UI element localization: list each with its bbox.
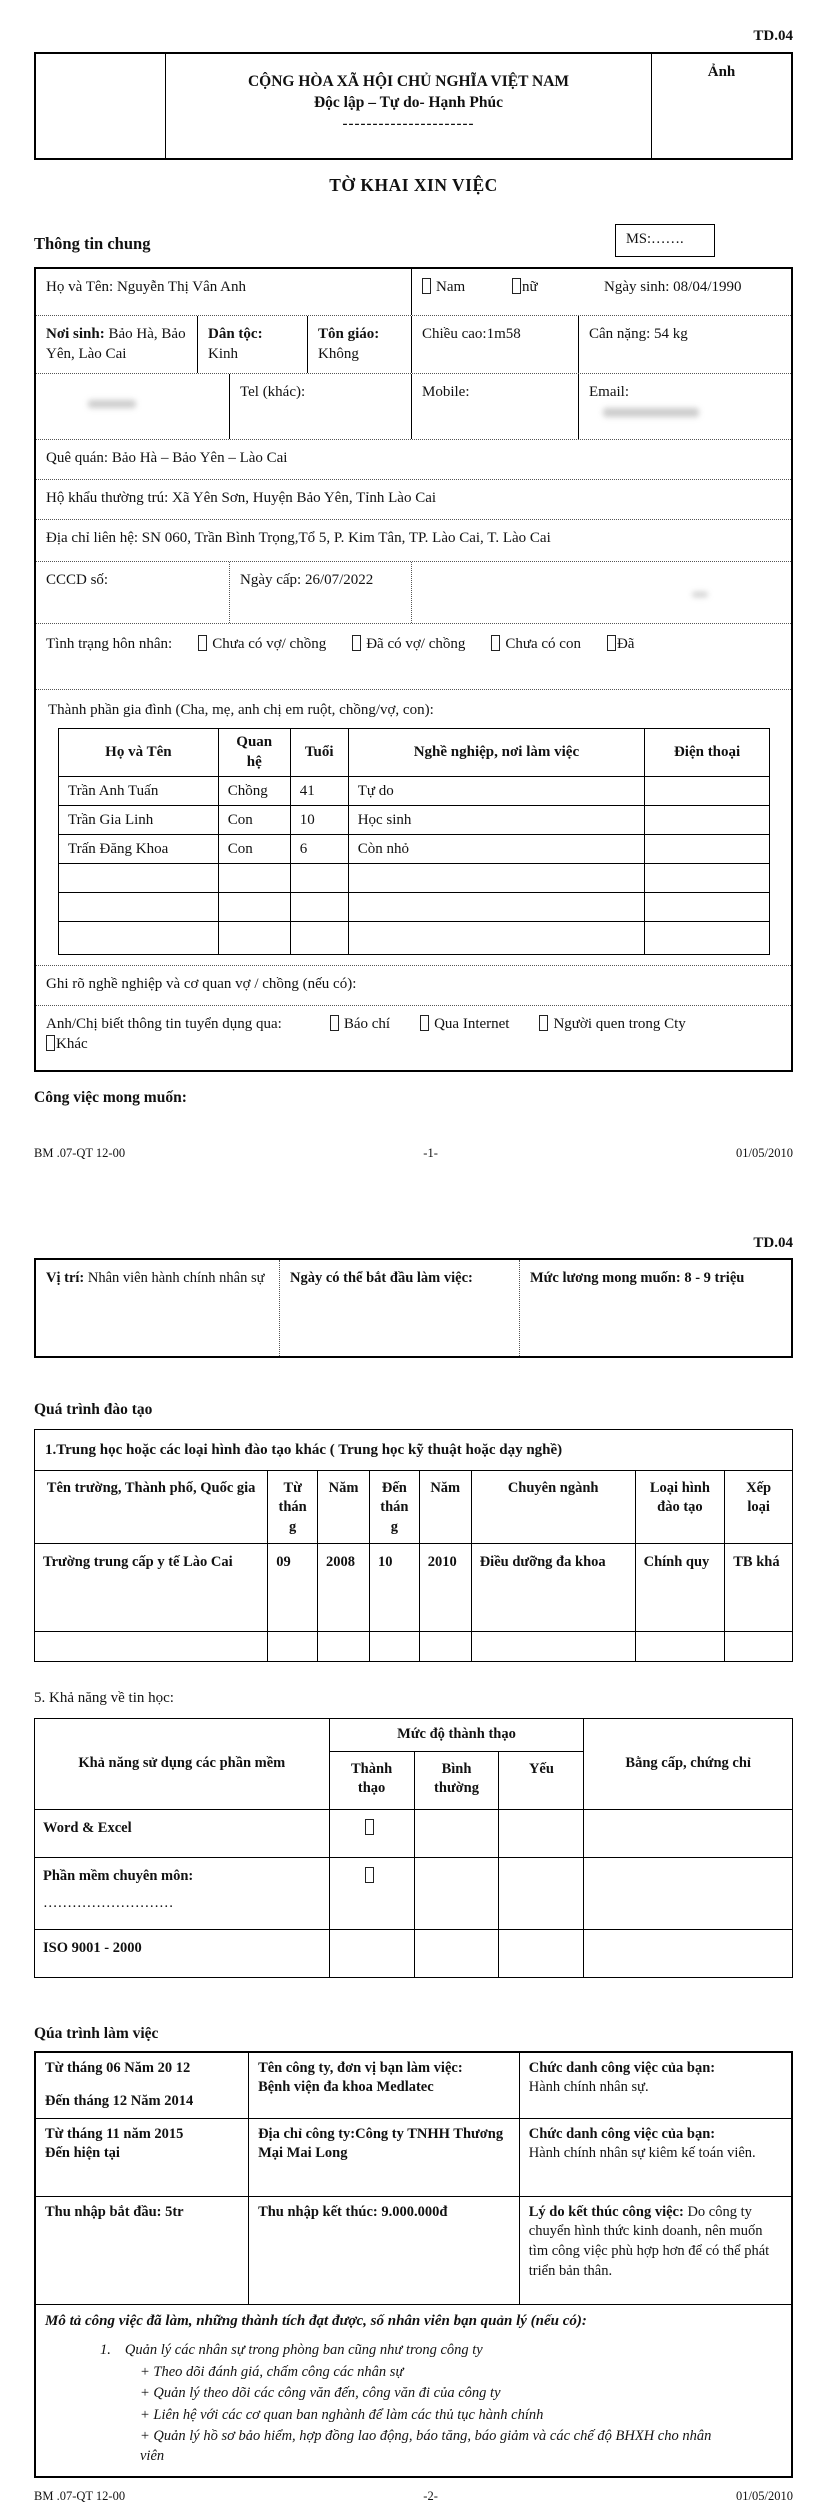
edu-to-month: 10: [369, 1543, 419, 1631]
description-list: [45, 2341, 782, 2466]
male-checkbox-icon[interactable]: [422, 278, 431, 294]
source-option-internet-label: Qua Internet: [434, 1015, 510, 1032]
family-member-name: Trần Gia Linh: [59, 805, 219, 834]
religion-label: Tôn giáo:: [318, 325, 380, 342]
birthplace-label: Nơi sinh:: [46, 325, 105, 342]
newspaper-checkbox-icon[interactable]: [330, 1015, 339, 1031]
family-row: [59, 834, 770, 863]
skill-level-cell: [414, 1809, 499, 1857]
photo-box: [651, 54, 791, 158]
family-member-age: 10: [290, 805, 348, 834]
field-birthplace: [36, 316, 197, 373]
doc-code: TD.04: [753, 28, 793, 44]
marital-option-single: [198, 634, 326, 654]
footer-date: 01/05/2010: [736, 1145, 793, 1160]
education-title-row: [35, 1429, 793, 1470]
skill-cert-cell: [584, 1809, 793, 1857]
field-issue-date: Ngày cấp: 26/07/2022: [229, 562, 411, 623]
row-marital-status: [36, 623, 791, 689]
skill-level-cell: [414, 1929, 499, 1977]
family-member-name: Trần Anh Tuấn: [59, 776, 219, 805]
item-number: 1.: [100, 2342, 111, 2359]
edu-grade: TB khá: [725, 1543, 793, 1631]
ethnic-value: Kinh: [208, 346, 238, 363]
work-description-row: [35, 2304, 792, 2477]
source-option-newspaper: [330, 1014, 390, 1034]
motto-line-2: Độc lập – Tự do- Hạnh Phúc: [313, 94, 504, 112]
field-mobile: Mobile:: [411, 374, 578, 439]
skill-software: ISO 9001 - 2000: [35, 1929, 330, 1977]
gender-female-option: [512, 277, 604, 307]
form-title: TỜ KHAI XIN VIỆC: [329, 175, 498, 196]
family-member-relation: Con: [218, 834, 290, 863]
proficient-checkbox-icon[interactable]: [365, 1819, 374, 1835]
description-item: + Liên hệ với các cơ quan ban nghành để làm các thủ tục hành chính: [140, 2406, 544, 2423]
skills-header-software: Khả năng sử dụng các phần mềm: [35, 1718, 330, 1809]
page-1-footer: [34, 1145, 793, 1162]
redacted-mark: [692, 592, 708, 597]
ms-code-box: MS:…….: [615, 224, 715, 257]
marital-option-no-child: [491, 634, 581, 654]
field-cccd: CCCD số:: [46, 571, 109, 588]
row-name-gender-dob: [36, 269, 791, 315]
source-option-internet: [420, 1014, 509, 1034]
education-title: 1.Trung học hoặc các loại hình đào tạo khác ( Trung học kỹ thuật hoặc dạy nghề): [35, 1429, 793, 1470]
work-row-2: [35, 2118, 792, 2196]
doc-code: TD.04: [753, 1235, 793, 1252]
national-header-table: [34, 52, 793, 160]
field-issue-place: [411, 562, 791, 623]
skill-cert-cell: [584, 1929, 793, 1977]
family-member-age: 41: [290, 776, 348, 805]
company-label: Tên công ty, đơn vị bạn làm việc:: [258, 2059, 463, 2076]
leave-reason: [519, 2196, 792, 2304]
edu-header-to-year: Năm: [419, 1470, 471, 1543]
income-end: Thu nhập kết thúc: 9.000.000đ: [249, 2196, 520, 2304]
male-label: Nam: [436, 278, 466, 295]
skills-header-row-1: [35, 1718, 793, 1751]
skills-row: [35, 1929, 793, 1977]
national-motto: [166, 54, 651, 158]
footer-date: 01/05/2010: [736, 2489, 793, 2504]
field-homeland: Quê quán: Bảo Hà – Bảo Yên – Lào Cai: [46, 449, 288, 466]
section-heading-work-history: Qúa trình làm việc: [34, 2024, 159, 2042]
skill-level-cell: [414, 1857, 499, 1929]
field-ethnic: [197, 316, 307, 373]
no-child-checkbox-icon[interactable]: [491, 635, 500, 651]
skills-header-level: Mức độ thành thạo: [329, 1718, 584, 1751]
edu-header-from-month: Từ tháng: [268, 1470, 318, 1543]
skills-row: [35, 1809, 793, 1857]
work-row-1: [35, 2052, 792, 2119]
footer-page-number: -1-: [423, 1145, 438, 1160]
family-member-age: 6: [290, 834, 348, 863]
edu-school: Trường trung cấp y tế Lào Cai: [35, 1543, 268, 1631]
marital-label: Tình trạng hôn nhân:: [46, 635, 173, 652]
internet-checkbox-icon[interactable]: [420, 1015, 429, 1031]
row-homeland: [36, 439, 791, 479]
item-text: Quản lý các nhân sự trong phòng ban cũng như trong công ty: [124, 2342, 483, 2359]
section-heading-it-skills: 5. Khả năng về tin học:: [34, 1689, 174, 1706]
field-email: [578, 374, 791, 439]
skills-level-proficient: Thành thạo: [329, 1751, 414, 1809]
description-item: [100, 2341, 782, 2361]
source-option-newspaper-label: Báo chí: [343, 1015, 391, 1032]
work-row-income: [35, 2196, 792, 2304]
skills-level-weak: Yếu: [499, 1751, 584, 1809]
field-full-name: Họ và Tên: Nguyễn Thị Vân Anh: [46, 278, 246, 295]
row-id-card: [36, 561, 791, 623]
field-expected-salary: Mức lương mong muốn: 8 - 9 triệu: [519, 1260, 791, 1356]
skill-cert-cell: [584, 1857, 793, 1929]
work-from: Từ tháng 11 năm 2015: [45, 2125, 184, 2142]
field-start-date: Ngày có thể bắt đầu làm việc:: [279, 1260, 519, 1356]
field-dob: Ngày sinh: 08/04/1990: [604, 278, 742, 295]
work-from: Từ tháng 06 Năm 20 12: [45, 2059, 191, 2076]
work-description: [35, 2304, 792, 2477]
skill-software-dots: ………………………: [43, 1895, 174, 1912]
skill-level-cell: [329, 1809, 414, 1857]
edu-from-year: 2008: [318, 1543, 370, 1631]
source-option-other: [46, 1034, 781, 1054]
family-member-relation: Chồng: [218, 776, 290, 805]
family-row-empty: [59, 863, 770, 892]
skill-software: Phần mềm chuyên môn: ………………………: [35, 1857, 330, 1929]
proficient-checkbox-icon[interactable]: [365, 1867, 374, 1883]
family-header-job: Nghề nghiệp, nơi làm việc: [348, 729, 644, 777]
footer-form-code: BM .07-QT 12-00: [34, 1145, 126, 1160]
title-label: Chức danh công việc của bạn:: [528, 2125, 716, 2142]
family-member-phone: [645, 805, 770, 834]
field-residence: Hộ khẩu thường trú: Xã Yên Sơn, Huyện Bảo Yên, Tỉnh Lào Cai: [46, 489, 437, 506]
family-header-row: [59, 729, 770, 777]
field-contact-address: Địa chỉ liên hệ: SN 060, Trần Bình Trọng,Tổ 5, P. Kim Tân, TP. Lào Cai, T. Lào Cai: [46, 529, 551, 546]
work-company-address: Địa chỉ công ty:Công ty TNHH Thương Mại Mai Long: [249, 2118, 520, 2196]
ethnic-label: Dân tộc:: [208, 325, 263, 342]
photo-label: Ảnh: [707, 64, 736, 81]
family-header-relation: Quan hệ: [218, 729, 290, 777]
family-header-name: Họ và Tên: [59, 729, 219, 777]
family-header-age: Tuổi: [290, 729, 348, 777]
family-section: [36, 689, 791, 965]
family-row: [59, 805, 770, 834]
motto-line-1: CỘNG HÒA XÃ HỘI CHỦ NGHĨA VIỆT NAM: [247, 73, 570, 91]
marital-option-has-child: [607, 634, 635, 654]
family-table: [58, 728, 770, 955]
it-skills-table: [34, 1718, 793, 1978]
skill-level-cell: [499, 1929, 584, 1977]
edu-header-school: Tên trường, Thành phố, Quốc gia: [35, 1470, 268, 1543]
gender-male-option: [422, 277, 512, 307]
family-member-phone: [645, 776, 770, 805]
marital-option-has-child-label: Đã: [616, 635, 635, 652]
page-2-footer: [34, 2488, 793, 2505]
work-to: Đến tháng 12 Năm 2014: [45, 2093, 194, 2110]
family-member-relation: Con: [218, 805, 290, 834]
family-row-empty: [59, 892, 770, 921]
family-row-empty: [59, 921, 770, 954]
field-tel-other: Tel (khác):: [229, 374, 411, 439]
skill-level-cell: [329, 1857, 414, 1929]
family-heading: Thành phần gia đình (Cha, mẹ, anh chị em ruột, chồng/vợ, con):: [48, 701, 434, 718]
field-tel-redacted: [36, 374, 229, 439]
skills-level-normal: Bình thường: [414, 1751, 499, 1809]
family-member-name: Trấn Đăng Khoa: [59, 834, 219, 863]
education-row: [35, 1543, 793, 1631]
single-checkbox-icon[interactable]: [198, 635, 207, 651]
position-table: [34, 1258, 793, 1358]
edu-to-year: 2010: [419, 1543, 471, 1631]
spouse-job-note: Ghi rõ nghề nghiệp và cơ quan vợ / chồng (nếu có):: [46, 975, 357, 992]
work-period: [35, 2052, 249, 2119]
section-heading-general: Thông tin chung: [34, 233, 151, 253]
family-row: [59, 776, 770, 805]
reason-value: Do công ty chuyển hình thức kinh doanh, nên muốn tìm công việc phù hợp hơn để có thể phát triển bản thân.: [528, 2203, 770, 2279]
work-period: [35, 2118, 249, 2196]
family-header-phone: Điện thoại: [645, 729, 770, 777]
work-company: [249, 2052, 520, 2119]
redacted-email: [603, 408, 699, 417]
marital-option-married-label: Đã có vợ/ chồng: [366, 635, 466, 652]
footer-form-code: BM .07-QT 12-00: [34, 2489, 126, 2504]
position-label: Vị trí:: [46, 1269, 85, 1286]
row-contacts: [36, 373, 791, 439]
education-row-empty: [35, 1631, 793, 1661]
header-empty-cell: [36, 54, 166, 158]
description-item: + Theo dõi đánh giá, chấm công các nhân sự: [140, 2363, 404, 2380]
field-weight: Cân nặng: 54 kg: [578, 316, 791, 373]
family-member-job: Tự do: [348, 776, 644, 805]
has-child-checkbox-icon[interactable]: [607, 635, 616, 651]
description-item: + Quản lý hồ sơ bảo hiểm, hợp đồng lao động, báo tăng, báo giảm và các chế độ BHXH cho nhân viên: [140, 2428, 712, 2464]
description-heading: Mô tả công việc đã làm, những thành tích đạt được, số nhân viên bạn quản lý (nếu có):: [45, 2312, 587, 2329]
work-history-table: [34, 2051, 793, 2479]
work-title: [519, 2052, 792, 2119]
marital-option-married: [352, 634, 465, 654]
work-title: [519, 2118, 792, 2196]
title-label: Chức danh công việc của bạn:: [528, 2059, 716, 2076]
row-birthplace-ethnic: [36, 315, 791, 373]
reason-label: Lý do kết thúc công việc:: [528, 2203, 684, 2220]
general-info-table: [34, 267, 793, 1072]
field-religion: [307, 316, 411, 373]
row-spouse-note: [36, 965, 791, 1005]
edu-major: Điều dưỡng đa khoa: [471, 1543, 635, 1631]
source-option-acquaintance-label: Người quen trong Cty: [553, 1015, 686, 1032]
skills-row: [35, 1857, 793, 1929]
source-option-other-label: Khác: [56, 1035, 88, 1052]
edu-header-from-year: Năm: [318, 1470, 370, 1543]
edu-header-type: Loại hình đào tạo: [635, 1470, 725, 1543]
email-label: Email:: [589, 383, 629, 400]
source-option-acquaintance: [539, 1014, 685, 1034]
redacted-phone: [88, 400, 136, 408]
edu-header-major: Chuyên ngành: [471, 1470, 635, 1543]
source-label: Anh/Chị biết thông tin tuyển dụng qua:: [46, 1015, 282, 1032]
footer-page-number: -2-: [423, 2489, 438, 2504]
row-contact-address: [36, 519, 791, 561]
edu-type: Chính quy: [635, 1543, 725, 1631]
position-value: Nhân viên hành chính nhân sự: [84, 1269, 265, 1286]
birthplace-value: Bảo Hà, Bảo Yên, Lào Cai: [46, 325, 186, 363]
income-start: Thu nhập bắt đầu: 5tr: [35, 2196, 249, 2304]
marital-option-single-label: Chưa có vợ/ chồng: [212, 635, 327, 652]
title-value: Hành chính nhân sự kiêm kế toán viên.: [528, 2145, 756, 2162]
female-checkbox-icon[interactable]: [512, 278, 521, 294]
title-value: Hành chính nhân sự.: [528, 2079, 649, 2096]
edu-header-to-month: Đến tháng: [369, 1470, 419, 1543]
company-value: Bệnh viện đa khoa Medlatec: [258, 2079, 434, 2096]
field-height: Chiều cao:1m58: [411, 316, 578, 373]
family-member-phone: [645, 834, 770, 863]
education-header-row: [35, 1470, 793, 1543]
skill-level-cell: [499, 1809, 584, 1857]
row-residence: [36, 479, 791, 519]
work-to: Đến hiện tại: [45, 2145, 120, 2162]
family-member-job: Còn nhỏ: [348, 834, 644, 863]
family-member-job: Học sinh: [348, 805, 644, 834]
document-page-2: [34, 1233, 793, 2505]
other-checkbox-icon[interactable]: [46, 1035, 55, 1051]
row-recruitment-source: [36, 1005, 791, 1070]
section-heading-training: Quá trình đào tạo: [34, 1400, 153, 1418]
edu-header-grade: Xếp loại: [725, 1470, 793, 1543]
skill-software: Word & Excel: [35, 1809, 330, 1857]
religion-value: Không: [318, 346, 359, 363]
married-checkbox-icon[interactable]: [352, 635, 361, 651]
marital-option-no-child-label: Chưa có con: [505, 635, 581, 652]
field-position: [36, 1260, 279, 1356]
female-label: nữ: [522, 278, 538, 295]
skill-level-cell: [499, 1857, 584, 1929]
education-table: [34, 1429, 793, 1662]
skill-level-cell: [329, 1929, 414, 1977]
edu-from-month: 09: [268, 1543, 318, 1631]
acquaintance-checkbox-icon[interactable]: [539, 1015, 548, 1031]
description-item: + Quản lý theo dõi các công văn đến, công văn đi của công ty: [140, 2385, 501, 2402]
motto-divider: ----------------------: [342, 116, 475, 133]
desired-job-heading: Công việc mong muốn:: [34, 1088, 187, 1106]
skills-header-cert: Bằng cấp, chứng chỉ: [584, 1718, 793, 1809]
